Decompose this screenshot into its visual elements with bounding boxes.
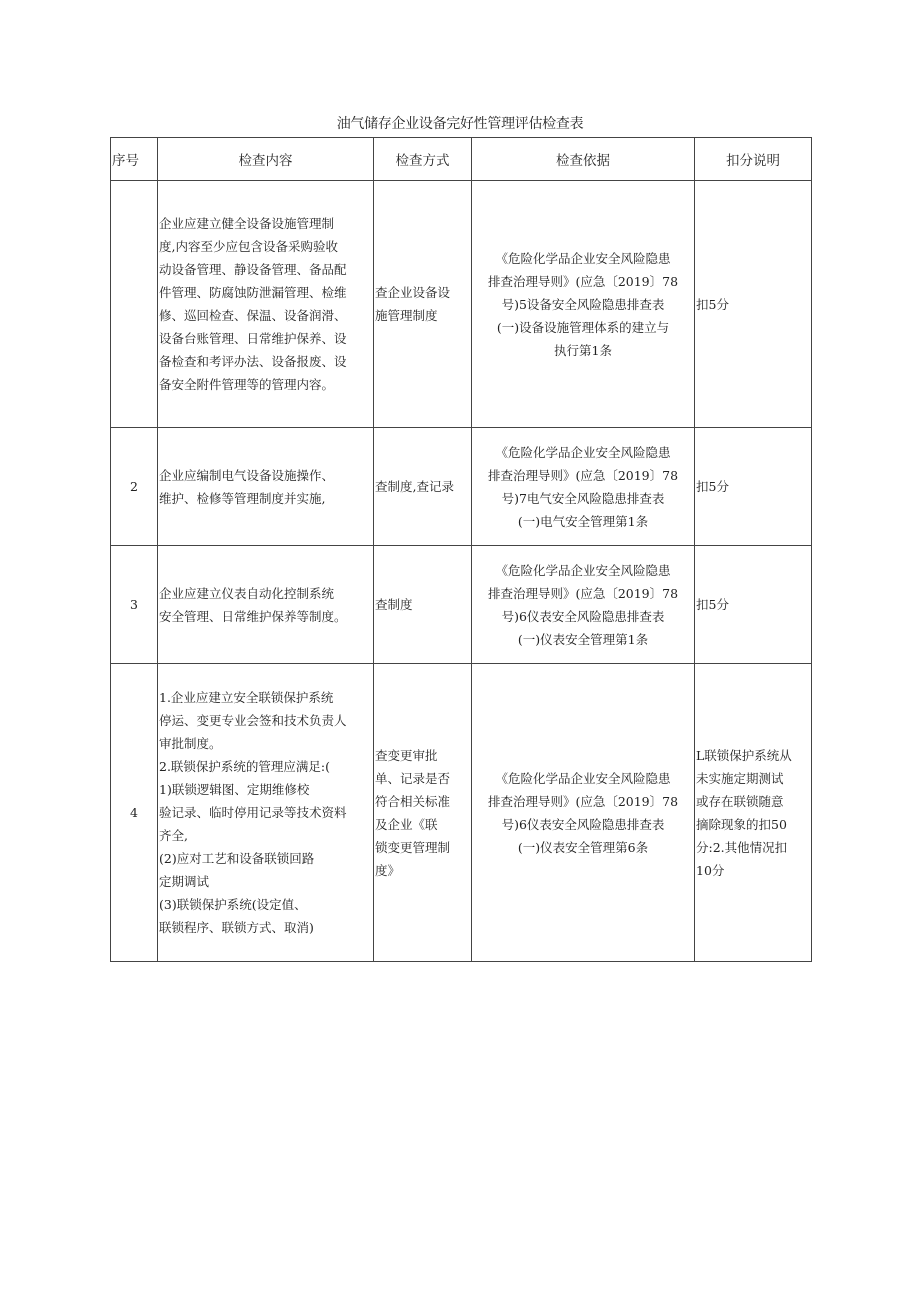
cell-content-line: 1)联锁逻辑图、定期维修校	[159, 782, 310, 797]
cell-basis-line: 号)6仪表安全风险隐患排查表	[501, 608, 665, 624]
cell-basis	[472, 428, 695, 546]
cell-method-line: 查制度,查记录	[375, 479, 454, 494]
cell-content-line: 设备台账管理、日常维护保养、设	[159, 331, 347, 346]
cell-method-line: 查企业设备设	[375, 285, 451, 300]
cell-content-line: 审批制度。	[159, 736, 222, 751]
cell-deduct-line: 摘除现象的扣50	[696, 816, 787, 832]
page-title: 油气储存企业设备完好性管理评估检查表	[336, 116, 584, 132]
cell-deduct-line: 未实施定期测试	[696, 770, 784, 786]
cell-basis-line: 执行第1条	[554, 342, 612, 358]
cell-content-line: 件管理、防腐蚀防泄漏管理、检维	[159, 285, 347, 300]
cell-content-line: 动设备管理、静设备管理、备品配	[159, 262, 347, 277]
table-row	[111, 428, 812, 546]
header-deduct: 扣分说明	[695, 138, 812, 181]
cell-deduct-line: 扣5分	[696, 296, 729, 312]
cell-method	[374, 428, 472, 546]
table-row	[111, 664, 812, 962]
cell-seq	[111, 181, 158, 428]
cell-basis-line: 号)5设备安全风险隐患排查表	[501, 296, 665, 312]
cell-content	[158, 664, 374, 962]
cell-method-line: 单、记录是否	[375, 770, 451, 786]
cell-basis-line: 排查治理导则》(应急〔2019〕78	[487, 585, 679, 601]
cell-content-line: 定期调试	[159, 874, 210, 889]
table-row	[111, 546, 812, 664]
table-row	[111, 181, 812, 428]
cell-method-line: 锁变更管理制	[375, 839, 451, 855]
cell-content-line: (3)联锁保护系统(设定值、	[159, 897, 307, 912]
cell-basis-line: 排查治理导则》(应急〔2019〕78	[487, 467, 679, 483]
cell-basis-line: 《危险化学品企业安全风险隐患	[495, 562, 671, 578]
cell-seq: 3	[111, 546, 158, 664]
cell-basis	[472, 546, 695, 664]
cell-basis-line: 号)6仪表安全风险隐患排查表	[501, 816, 665, 832]
cell-basis-line: (一)仪表安全管理第6条	[517, 839, 649, 855]
cell-basis-line: 排查治理导则》(应急〔2019〕78	[487, 793, 679, 809]
cell-deduct-line: 10分	[696, 862, 725, 878]
cell-deduct-line: L联锁保护系统从	[696, 747, 792, 763]
header-seq: 序号	[111, 138, 158, 181]
cell-content	[158, 181, 374, 428]
cell-basis-line: 排查治理导则》(应急〔2019〕78	[487, 273, 679, 289]
cell-content-line: 安全管理、日常维护保养等制度。	[159, 608, 347, 624]
cell-method	[374, 546, 472, 664]
cell-method-line: 施管理制度	[375, 308, 438, 323]
cell-content-line: 验记录、临时停用记录等技术资料	[159, 805, 347, 820]
cell-content-line: 备检查和考评办法、设备报废、设	[159, 354, 347, 369]
cell-deduct-line: 扣5分	[696, 597, 729, 612]
cell-basis	[472, 664, 695, 962]
cell-content-line: 1.企业应建立安全联锁保护系统	[159, 690, 334, 705]
cell-basis-line: (一)设备设施管理体系的建立与	[496, 319, 670, 335]
cell-content-line: 齐全,	[159, 828, 188, 843]
cell-content	[158, 428, 374, 546]
cell-basis	[472, 181, 695, 428]
cell-method-line: 符合相关标准	[375, 793, 451, 809]
cell-content	[158, 546, 374, 664]
header-method: 检查方式	[374, 138, 472, 181]
cell-deduct	[695, 664, 812, 962]
cell-method	[374, 664, 472, 962]
cell-deduct	[695, 428, 812, 546]
cell-deduct-line: 分:2.其他情况扣	[696, 839, 788, 855]
cell-content-line: 联锁程序、联锁方式、取消)	[159, 920, 314, 935]
cell-content-line: 度,内容至少应包含设备采购验收	[159, 239, 338, 254]
cell-content-line: 企业应建立健全设备设施管理制	[159, 216, 335, 231]
cell-content-line: (2)应对工艺和设备联锁回路	[159, 851, 315, 866]
cell-seq: 4	[111, 664, 158, 962]
header-basis: 检查依据	[472, 138, 695, 181]
cell-content-line: 企业应编制电气设备设施操作、	[159, 467, 335, 483]
cell-method-line: 查变更审批	[375, 747, 438, 763]
cell-seq: 2	[111, 428, 158, 546]
inspection-table	[110, 137, 812, 962]
cell-deduct	[695, 546, 812, 664]
cell-method-line: 查制度	[375, 597, 413, 612]
cell-content-line: 2.联锁保护系统的管理应满足:(	[159, 759, 331, 774]
cell-content-line: 企业应建立仪表自动化控制系统	[159, 585, 335, 601]
cell-content-line: 停运、变更专业会签和技术负责人	[159, 713, 347, 728]
cell-deduct-line: 或存在联锁随意	[696, 793, 784, 809]
cell-basis-line: 《危险化学品企业安全风险隐患	[495, 444, 671, 460]
cell-content-line: 维护、检修等管理制度并实施,	[159, 490, 326, 506]
cell-basis-line: 号)7电气安全风险隐患排查表	[501, 490, 665, 506]
cell-basis-line: 《危险化学品企业安全风险隐患	[495, 770, 671, 786]
cell-method	[374, 181, 472, 428]
cell-deduct-line: 扣5分	[696, 479, 729, 494]
cell-content-line: 备安全附件管理等的管理内容。	[159, 377, 335, 392]
header-content: 检查内容	[158, 138, 374, 181]
cell-deduct	[695, 181, 812, 428]
cell-method-line: 及企业《联	[375, 816, 438, 832]
cell-method-line: 度》	[375, 862, 401, 878]
cell-basis-line: 《危险化学品企业安全风险隐患	[495, 250, 671, 266]
cell-content-line: 修、巡回检查、保温、设备润滑、	[159, 308, 347, 323]
cell-basis-line: (一)电气安全管理第1条	[517, 513, 649, 529]
header-row	[111, 138, 812, 181]
cell-basis-line: (一)仪表安全管理第1条	[517, 631, 649, 647]
